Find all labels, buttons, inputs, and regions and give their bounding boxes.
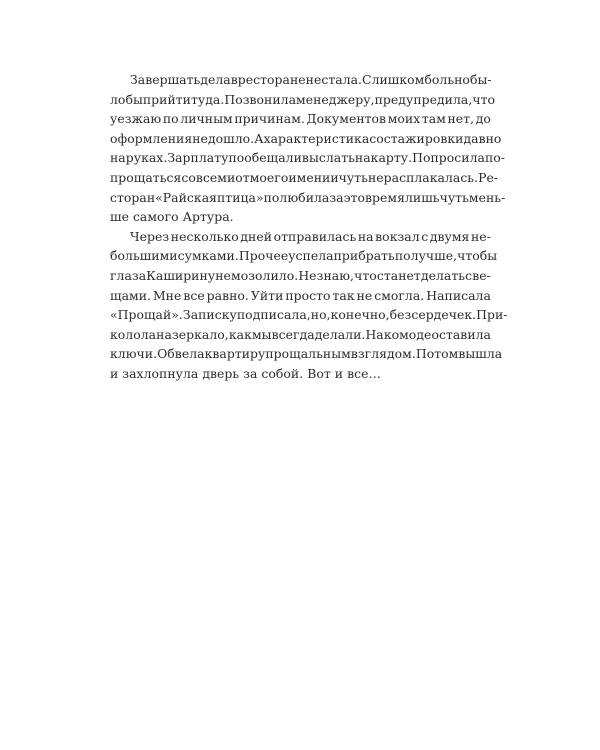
text-line: большими сумками. Прочее успела прибрать получше, чтобы bbox=[110, 248, 498, 264]
text-line: ше самого Артура. bbox=[110, 209, 234, 225]
text-line: сторан «Райская птица» полюбила за это время лишь чуть мень- bbox=[110, 189, 506, 205]
paragraph bbox=[110, 70, 506, 227]
text-line: уезжаю по личным причинам. Документов моих там нет, до bbox=[110, 111, 491, 127]
text-line: оформления не дошло. А характеристика со стажировки давно bbox=[110, 130, 502, 146]
text-line: колола на зеркало, как мы всегда делали. На комоде оставила bbox=[110, 326, 491, 342]
text-line: «Прощай». Записку подписала, но, конечно, без сердечек. При- bbox=[110, 307, 508, 323]
text-line: и захлопнула дверь за собой. Вот и все… bbox=[110, 365, 381, 381]
text-line: глаза Каширину не мозолило. Не знаю, что станет делать с ве- bbox=[110, 267, 491, 283]
text-line: ключи. Обвела квартиру прощальным взглядом. Потом вышла bbox=[110, 346, 503, 362]
text-line: Завершать дела в ресторане не стала. Слишком больно бы- bbox=[130, 72, 492, 87]
text-line: прощаться со всеми от моего имени и чуть не расплакалась. Ре- bbox=[110, 169, 499, 185]
text-line: на руках. Зарплату пообещали выслать на карту. Попросила по- bbox=[110, 150, 506, 166]
body-text bbox=[110, 70, 508, 384]
text-line: ло бы прийти туда. Позвонила менеджеру, предупредила, что bbox=[110, 91, 495, 107]
text-line: Через несколько дней отправилась на вокзал с двумя не- bbox=[130, 228, 491, 244]
text-line: щами. Мне все равно. Уйти просто так не смогла. Написала bbox=[110, 287, 491, 303]
paragraph bbox=[110, 227, 508, 384]
